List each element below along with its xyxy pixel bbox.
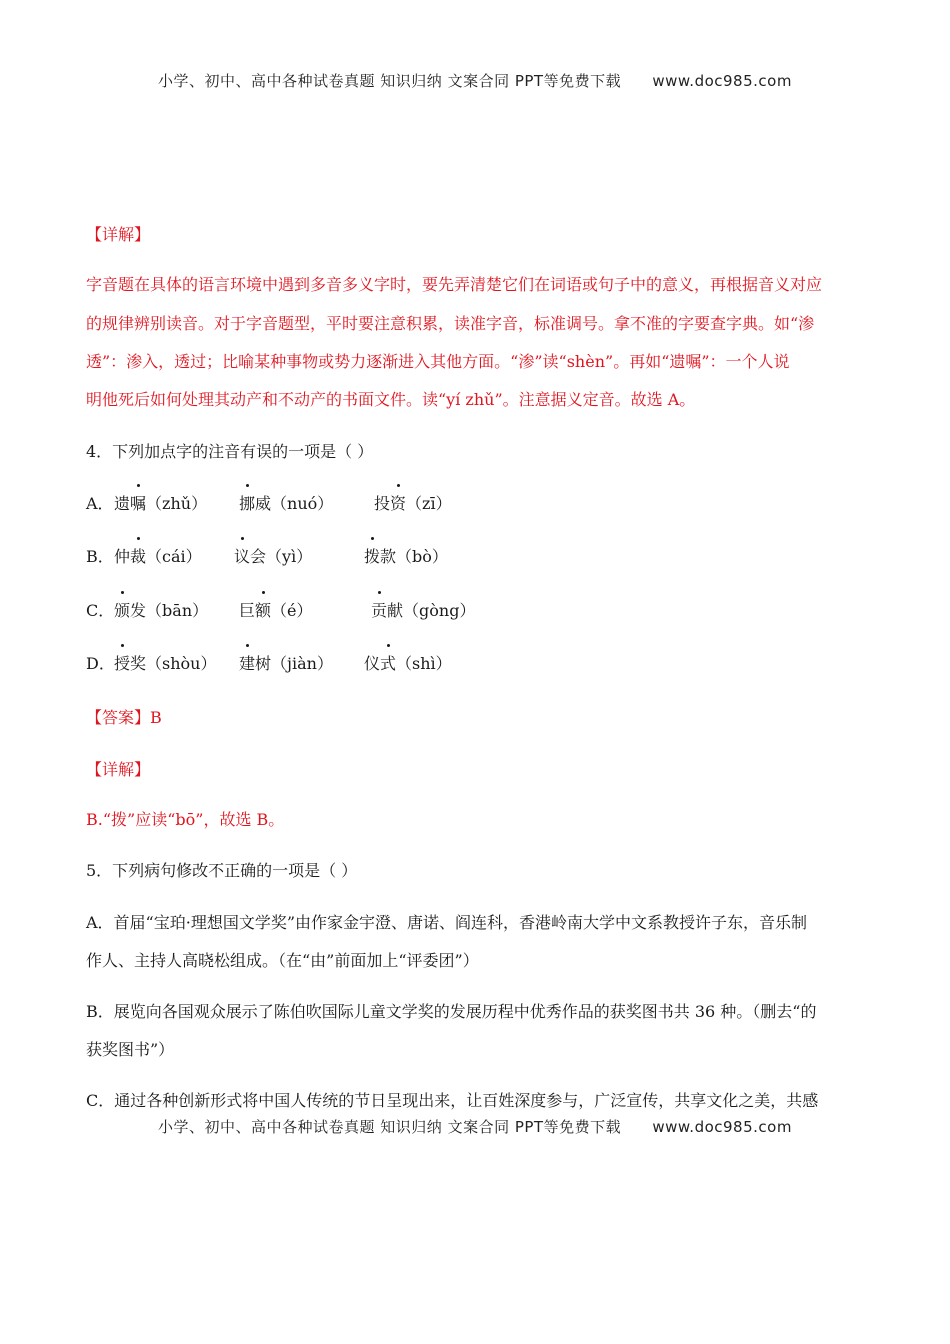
q5-line-4: 获奖图书”） <box>86 1040 175 1059</box>
header-text: 小学、初中、高中各种试卷真题 知识归纳 文案合同 PPT等免费下载 <box>158 72 622 90</box>
option-item: 拨款（bò） <box>364 544 448 567</box>
page-header <box>0 70 950 91</box>
q5-stem: 5．下列病句修改不正确的一项是（ ） <box>86 861 358 880</box>
page-footer <box>0 1116 950 1137</box>
option-item: 仪式（shì） <box>364 651 452 674</box>
q5-line-5: C．通过各种创新形式将中国人传统的节日呈现出来，让百姓深度参与，广泛宣传，共享文化之美，共感 <box>86 1091 819 1110</box>
section1-line-4: 明他死后如何处理其动产和不动产的书面文件。读“yí zhǔ”。注意据义定音。故选 A。 <box>86 390 696 409</box>
q5-line-2: 作人、主持人高晓松组成。（在“由”前面加上“评委团”） <box>86 951 479 970</box>
header-url: www.doc985.com <box>652 72 792 90</box>
option-item: 挪威（nuó） <box>239 491 333 514</box>
option-item: 建树（jiàn） <box>239 651 333 674</box>
q4-explain-heading: 【详解】 <box>86 760 151 779</box>
option-label: B． <box>86 547 114 566</box>
option-label: C． <box>86 601 115 620</box>
footer-text: 小学、初中、高中各种试卷真题 知识归纳 文案合同 PPT等免费下载 <box>158 1118 622 1136</box>
q4-answer: 【答案】B <box>86 708 162 727</box>
option-item: 遗嘱（zhǔ） <box>114 491 207 514</box>
option-item: 贡献（gòng） <box>371 598 475 621</box>
option-item: 授奖（shòu） <box>114 651 217 674</box>
q4-explain: B.“拨”应读“bō”，故选 B。 <box>86 810 285 829</box>
option-label: D． <box>86 654 115 673</box>
option-item: 巨额（é） <box>239 598 313 621</box>
section1-heading: 【详解】 <box>86 225 151 244</box>
option-item: 仲裁（cái） <box>114 544 202 567</box>
option-item: 议会（yì） <box>234 544 312 567</box>
q5-line-3: B．展览向各国观众展示了陈伯吹国际儿童文学奖的发展历程中优秀作品的获奖图书共 36 种。（删去“的 <box>86 1002 817 1021</box>
section1-line-2: 的规律辨别读音。对于字音题型，平时要注意积累，读准字音，标准调号。拿不准的字要查字典。如“渗 <box>86 314 815 333</box>
q5-line-1: A．首届“宝珀·理想国文学奖”由作家金宇澄、唐诺、阎连科，香港岭南大学中文系教授许子东，音乐制 <box>86 913 808 932</box>
section1-line-1: 字音题在具体的语言环境中遇到多音多义字时，要先弄清楚它们在词语或句子中的意义，再根据音义对应 <box>86 275 823 294</box>
option-label: A． <box>86 494 114 513</box>
section1-line-3: 透”：渗入，透过；比喻某种事物或势力逐渐进入其他方面。“渗”读“shèn”。再如“遗嘱”：一个人说 <box>86 352 790 371</box>
option-item: 投资（zī） <box>374 491 452 514</box>
footer-url: www.doc985.com <box>652 1118 792 1136</box>
option-item: 颁发（bān） <box>114 598 208 621</box>
q4-stem: 4．下列加点字的注音有误的一项是（ ） <box>86 442 374 461</box>
